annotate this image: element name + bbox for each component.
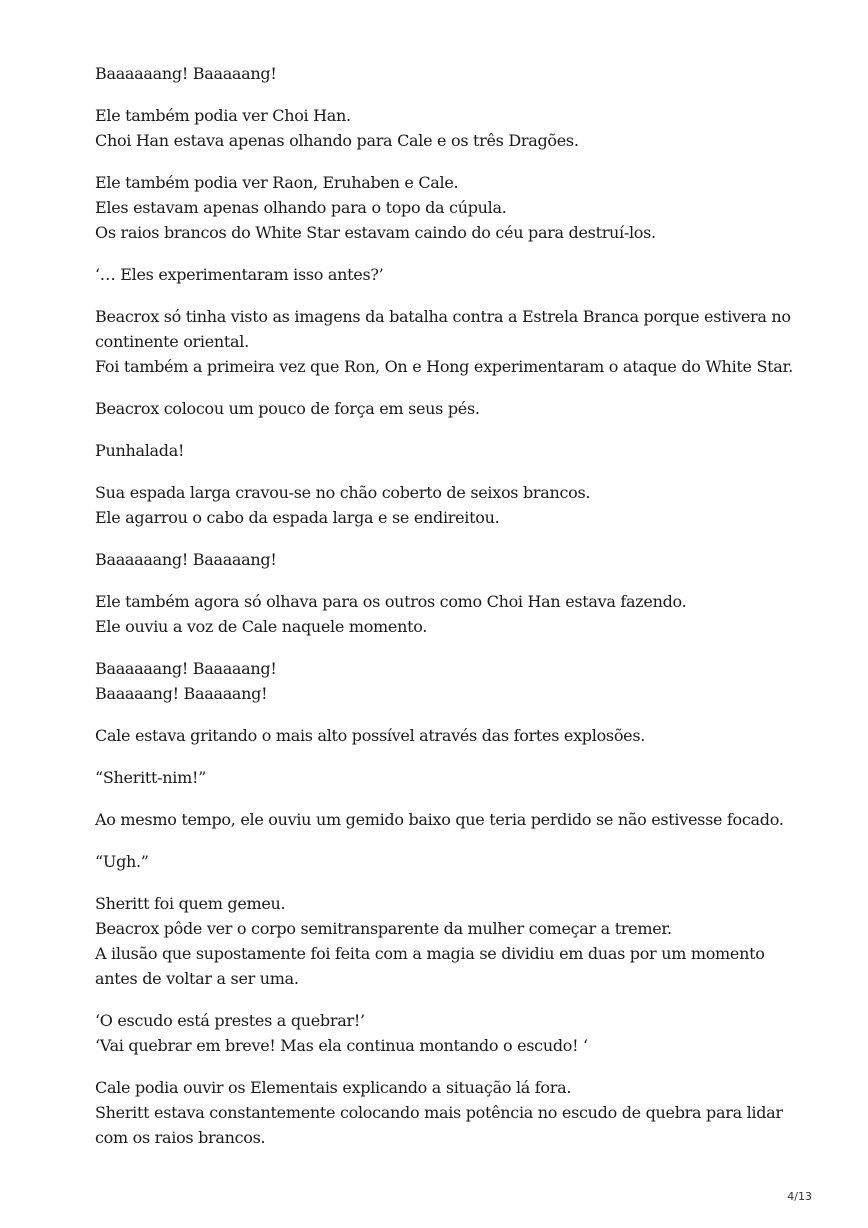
- paragraph-line: Os raios brancos do White Star estavam caindo do céu para destruí-los.: [95, 223, 656, 242]
- paragraph: [95, 656, 795, 706]
- paragraph-line: Ele também podia ver Raon, Eruhaben e Cale.: [95, 173, 459, 192]
- paragraph-line: “Sheritt-nim!”: [95, 768, 206, 787]
- paragraph-line: Beacrox pôde ver o corpo semitransparente da mulher começar a tremer.: [95, 919, 672, 938]
- paragraph-line: ‘Vai quebrar em breve! Mas ela continua montando o escudo! ‘: [95, 1036, 588, 1055]
- paragraph-line: Beacrox colocou um pouco de força em seus pés.: [95, 399, 480, 418]
- paragraph: [95, 891, 795, 991]
- paragraph: [95, 438, 795, 463]
- paragraph-line: Eles estavam apenas olhando para o topo da cúpula.: [95, 198, 507, 217]
- paragraph-line: Baaaaaang! Baaaaang!: [95, 659, 277, 678]
- paragraph-line: Sheritt foi quem gemeu.: [95, 894, 286, 913]
- paragraph: [95, 262, 795, 287]
- paragraph: [95, 61, 795, 86]
- paragraph-line: antes de voltar a ser uma.: [95, 969, 299, 988]
- paragraph-line: Sua espada larga cravou-se no chão coberto de seixos brancos.: [95, 483, 591, 502]
- paragraph: [95, 480, 795, 530]
- paragraph-line: com os raios brancos.: [95, 1128, 266, 1147]
- paragraph: [95, 849, 795, 874]
- paragraph: [95, 1008, 795, 1058]
- paragraph-line: ‘… Eles experimentaram isso antes?’: [95, 265, 384, 284]
- paragraph: [95, 103, 795, 153]
- paragraph: [95, 547, 795, 572]
- paragraph: [95, 765, 795, 790]
- paragraph-line: Ao mesmo tempo, ele ouviu um gemido baixo que teria perdido se não estivesse focado.: [95, 810, 784, 829]
- paragraph-line: Cale estava gritando o mais alto possível através das fortes explosões.: [95, 726, 646, 745]
- paragraph-line: Ele agarrou o cabo da espada larga e se endireitou.: [95, 508, 500, 527]
- paragraph-line: Cale podia ouvir os Elementais explicando a situação lá fora.: [95, 1078, 572, 1097]
- paragraph-line: Baaaaaang! Baaaaang!: [95, 550, 277, 569]
- paragraph-line: ‘O escudo está prestes a quebrar!’: [95, 1011, 365, 1030]
- paragraph: [95, 170, 795, 245]
- paragraph: [95, 304, 795, 379]
- paragraph-line: Ele ouviu a voz de Cale naquele momento.: [95, 617, 428, 636]
- paragraph-line: A ilusão que supostamente foi feita com a magia se dividiu em duas por um momento: [95, 944, 765, 963]
- paragraph-line: Baaaaaang! Baaaaang!: [95, 64, 277, 83]
- paragraph: [95, 807, 795, 832]
- paragraph-line: Ele também agora só olhava para os outros como Choi Han estava fazendo.: [95, 592, 687, 611]
- paragraph-line: Beacrox só tinha visto as imagens da batalha contra a Estrela Branca porque estivera no: [95, 307, 791, 326]
- paragraph: [95, 589, 795, 639]
- paragraph: [95, 723, 795, 748]
- paragraph-line: Sheritt estava constantemente colocando mais potência no escudo de quebra para lidar: [95, 1103, 783, 1122]
- page-number: 4/13: [787, 1190, 812, 1203]
- paragraph-line: Ele também podia ver Choi Han.: [95, 106, 351, 125]
- paragraph-line: “Ugh.”: [95, 852, 149, 871]
- paragraph-line: continente oriental.: [95, 332, 249, 351]
- paragraph-line: Punhalada!: [95, 441, 185, 460]
- paragraph: [95, 396, 795, 421]
- paragraph-line: Foi também a primeira vez que Ron, On e Hong experimentaram o ataque do White Star.: [95, 357, 793, 376]
- paragraph: [95, 1075, 795, 1150]
- paragraph-line: Choi Han estava apenas olhando para Cale e os três Dragões.: [95, 131, 579, 150]
- page-content: [95, 61, 795, 1167]
- paragraph-line: Baaaaang! Baaaaang!: [95, 684, 268, 703]
